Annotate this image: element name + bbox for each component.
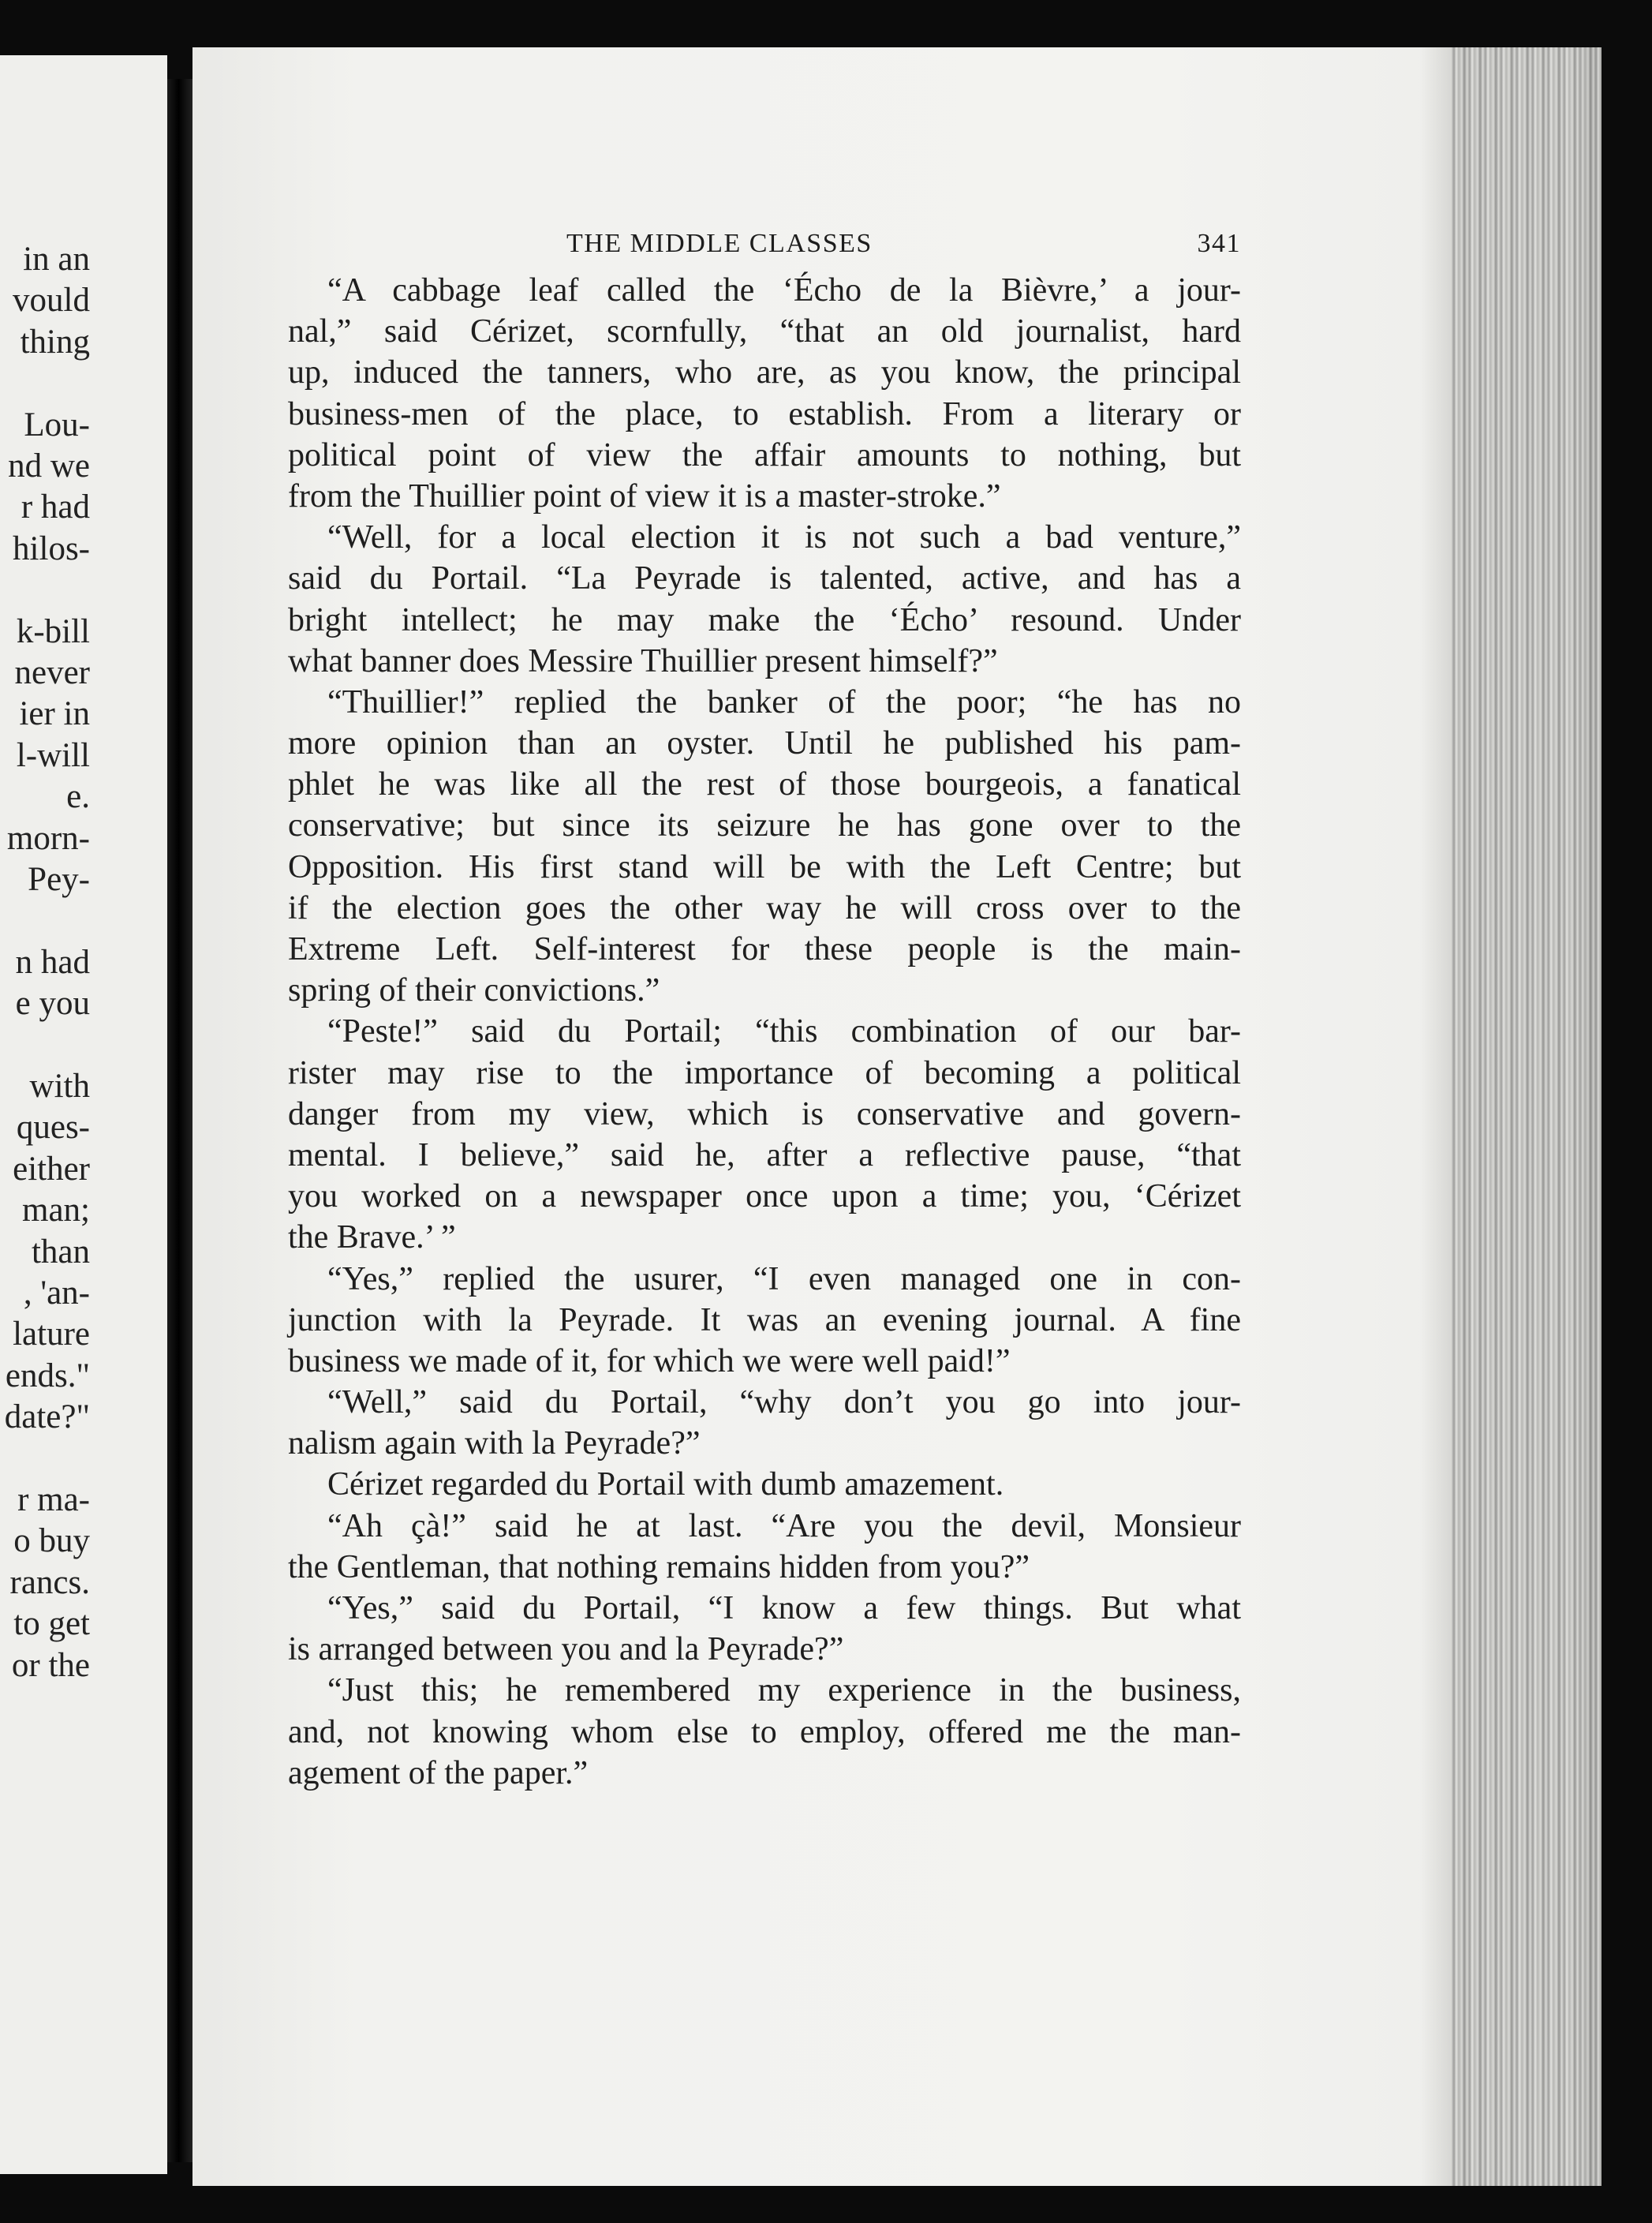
book-gutter (167, 79, 192, 2162)
left-page-line: Lou- (24, 406, 90, 443)
text-line: more opinion than an oyster. Until he published his pam- (288, 725, 1241, 762)
text-line: “Just this; he remembered my experience in the business, (327, 1672, 1241, 1709)
text-line: “Ah çà!” said he at last. “Are you the devil, Monsieur (327, 1507, 1241, 1544)
text-line: said du Portail. “La Peyrade is talented, active, and has a (288, 560, 1241, 597)
left-facing-page (0, 55, 167, 2174)
text-line: political point of view the affair amounts to nothing, but (288, 436, 1241, 473)
text-line: danger from my view, which is conservative and govern- (288, 1095, 1241, 1132)
text-line: “Peste!” said du Portail; “this combination of our bar- (327, 1013, 1241, 1050)
text-line: Opposition. His first stand will be with the Left Centre; but (288, 848, 1241, 885)
running-head (288, 223, 1241, 270)
text-line: “Well, for a local election it is not such a bad venture,” (327, 519, 1241, 556)
left-page-line: hilos- (13, 530, 90, 567)
left-page-line: to get (13, 1605, 90, 1643)
page-text-block (288, 223, 1241, 1794)
text-line: junction with la Peyrade. It was an evening journal. A fine (288, 1301, 1241, 1338)
text-line: nalism again with la Peyrade?” (288, 1425, 701, 1462)
text-line: from the Thuillier point of view it is a master-stroke.” (288, 477, 1001, 515)
text-line: is arranged between you and la Peyrade?” (288, 1631, 844, 1668)
text-line: what banner does Messire Thuillier present himself?” (288, 642, 998, 679)
left-page-line: o buy (13, 1522, 90, 1560)
text-line: “A cabbage leaf called the ‘Écho de la Bièvre,’ a jour- (327, 272, 1241, 309)
text-line: phlet he was like all the rest of those bourgeois, a fanatical (288, 766, 1241, 803)
text-line: “Yes,” replied the usurer, “I even managed one in con- (327, 1260, 1241, 1297)
left-page-line: rancs. (9, 1563, 90, 1601)
text-line: “Yes,” said du Portail, “I know a few things. But what (327, 1590, 1241, 1626)
text-line: business-men of the place, to establish. From a literary or (288, 395, 1241, 432)
running-title: THE MIDDLE CLASSES (566, 229, 873, 258)
left-page-line: n had (15, 943, 90, 981)
left-page-line: thing (20, 323, 90, 361)
left-page-line: ends." (5, 1357, 90, 1394)
left-page-line: r ma- (17, 1481, 90, 1518)
left-page-line: Pey- (28, 861, 90, 898)
text-line: up, induced the tanners, who are, as you know, the principal (288, 354, 1241, 391)
left-page-line: ques- (16, 1109, 90, 1147)
text-line: if the election goes the other way he will cross over to the (288, 889, 1241, 926)
left-page-line: man; (22, 1192, 90, 1229)
left-page-line: in an (23, 241, 90, 278)
text-line: bright intellect; he may make the ‘Écho’ resound. Under (288, 601, 1241, 638)
left-page-line: l-will (16, 736, 90, 774)
text-line: spring of their convictions.” (288, 972, 660, 1009)
text-line: the Brave.’ ” (288, 1219, 456, 1256)
text-line: Cérizet regarded du Portail with dumb amazement. (327, 1466, 1004, 1503)
text-line: business we made of it, for which we were well paid!” (288, 1342, 1011, 1379)
page-number: 341 (1197, 229, 1241, 258)
left-page-line: k-bill (16, 612, 90, 650)
text-line: you worked on a newspaper once upon a time; you, ‘Cérizet (288, 1178, 1241, 1215)
text-line: nal,” said Cérizet, scornfully, “that an old journalist, hard (288, 313, 1241, 350)
body-text (288, 270, 1241, 1794)
left-page-line: vould (13, 282, 90, 320)
left-page-line: or the (11, 1646, 90, 1684)
left-page-line: e. (66, 778, 90, 816)
left-page-line: nd we (8, 447, 90, 485)
text-line: rister may rise to the importance of becoming a political (288, 1054, 1241, 1091)
text-line: the Gentleman, that nothing remains hidden from you?” (288, 1548, 1030, 1585)
left-page-line: never (14, 654, 90, 691)
left-page-line: e you (15, 985, 90, 1023)
left-page-line: morn- (6, 819, 90, 857)
text-line: “Thuillier!” replied the banker of the poor; “he has no (327, 683, 1241, 720)
left-page-line: lature (13, 1315, 90, 1353)
text-line: mental. I believe,” said he, after a reflective pause, “that (288, 1136, 1241, 1173)
text-line: conservative; but since its seizure he has gone over to the (288, 807, 1241, 844)
left-page-line: either (13, 1150, 90, 1188)
text-line: agement of the paper.” (288, 1754, 589, 1791)
left-page-line: r had (21, 488, 90, 526)
text-line: Extreme Left. Self-interest for these people is the main- (288, 931, 1241, 967)
text-line: and, not knowing whom else to employ, offered me the man- (288, 1713, 1241, 1750)
left-page-line: , 'an- (23, 1274, 90, 1312)
left-page-line: ier in (19, 695, 90, 733)
left-page-line: with (29, 1068, 90, 1105)
left-page-line: date?" (4, 1398, 90, 1436)
left-page-line: than (31, 1233, 90, 1271)
text-line: “Well,” said du Portail, “why don’t you go into jour- (327, 1384, 1241, 1421)
page-edge-stack (1452, 47, 1602, 2186)
